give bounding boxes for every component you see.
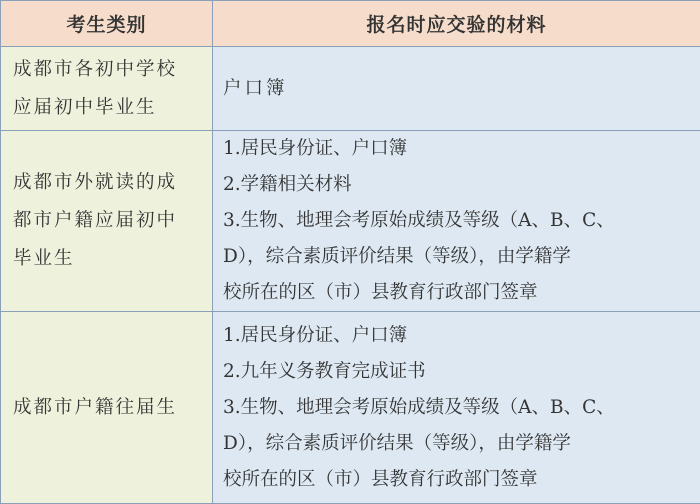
table-row xyxy=(1,312,700,504)
table-row xyxy=(1,47,700,131)
category-cell xyxy=(1,47,213,131)
table-row xyxy=(1,131,700,312)
material-line: D），综合素质评价结果（等级），由学籍学 xyxy=(223,239,692,275)
category-cell xyxy=(1,312,213,504)
material-line: 3.生物、地理会考原始成绩及等级（A、B、C、 xyxy=(223,390,692,426)
materials-cell xyxy=(213,47,700,131)
material-line: 1.居民身份证、户口簿 xyxy=(223,131,692,167)
material-line: 2.九年义务教育完成证书 xyxy=(223,354,692,390)
material-line: 校所在的区（市）县教育行政部门签章 xyxy=(223,462,692,498)
materials-cell xyxy=(213,312,700,504)
category-line: 成都市户籍往届生 xyxy=(13,389,206,427)
header-candidate-category: 考生类别 xyxy=(1,1,213,47)
category-line: 应届初中毕业生 xyxy=(13,89,206,127)
material-line: 户口簿 xyxy=(223,71,692,107)
header-required-materials: 报名时应交验的材料 xyxy=(213,1,700,47)
category-line: 毕业生 xyxy=(13,240,206,278)
category-line: 成都市外就读的成 xyxy=(13,164,206,202)
material-line: 校所在的区（市）县教育行政部门签章 xyxy=(223,275,692,311)
material-line: 2.学籍相关材料 xyxy=(223,167,692,203)
material-line: 3.生物、地理会考原始成绩及等级（A、B、C、 xyxy=(223,203,692,239)
category-cell xyxy=(1,131,213,312)
table-header-row xyxy=(1,1,700,47)
material-line: D），综合素质评价结果（等级），由学籍学 xyxy=(223,426,692,462)
category-line: 成都市各初中学校 xyxy=(13,51,206,89)
materials-cell xyxy=(213,131,700,312)
category-line: 都市户籍应届初中 xyxy=(13,202,206,240)
material-line: 1.居民身份证、户口簿 xyxy=(223,318,692,354)
